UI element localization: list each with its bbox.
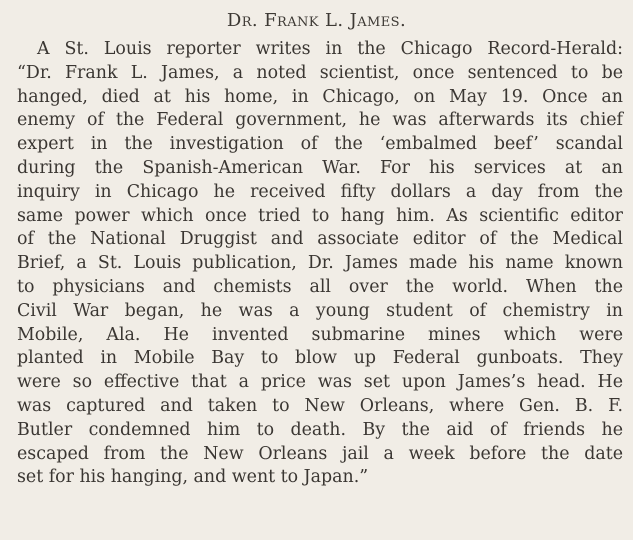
text-line: A St. Louis reporter writes in the Chicago Record-Herald: bbox=[37, 39, 623, 59]
text-line: planted in Mobile Bay to blow up Federal gunboats. They bbox=[17, 348, 623, 369]
text-line: of the National Druggist and associate editor of the Medical bbox=[17, 229, 623, 250]
text-line: to physicians and chemists all over the world. When the bbox=[17, 276, 623, 297]
article-body bbox=[17, 38, 623, 490]
text-line: Civil War began, he was a young student of chemistry in bbox=[17, 300, 623, 321]
text-line: inquiry in Chicago he received fifty dollars a day from the bbox=[17, 181, 623, 202]
text-line: escaped from the New Orleans jail a week before the date bbox=[17, 443, 623, 464]
text-line: was captured and taken to New Orleans, where Gen. B. F. bbox=[17, 395, 623, 416]
text-line: same power which once tried to hang him. As scientific editor bbox=[17, 205, 623, 226]
article-title: Dr. Frank L. James. bbox=[226, 10, 407, 31]
text-line: set for his hanging, and went to Japan.” bbox=[17, 467, 369, 488]
text-line: Mobile, Ala. He invented submarine mines which were bbox=[17, 324, 623, 345]
text-line: during the Spanish-American War. For his services at an bbox=[17, 157, 623, 178]
text-line: “Dr. Frank L. James, a noted scientist, once sentenced to be bbox=[17, 62, 623, 83]
text-line: Brief, a St. Louis publication, Dr. James made his name known bbox=[17, 253, 623, 274]
text-line: enemy of the Federal government, he was afterwards its chief bbox=[17, 110, 623, 131]
text-line: expert in the investigation of the ‘embalmed beef’ scandal bbox=[17, 134, 623, 155]
text-line: hanged, died at his home, in Chicago, on May 19. Once an bbox=[17, 86, 623, 107]
text-line: were so effective that a price was set upon James’s head. He bbox=[17, 372, 623, 393]
text-line: Butler condemned him to death. By the aid of friends he bbox=[17, 419, 623, 440]
